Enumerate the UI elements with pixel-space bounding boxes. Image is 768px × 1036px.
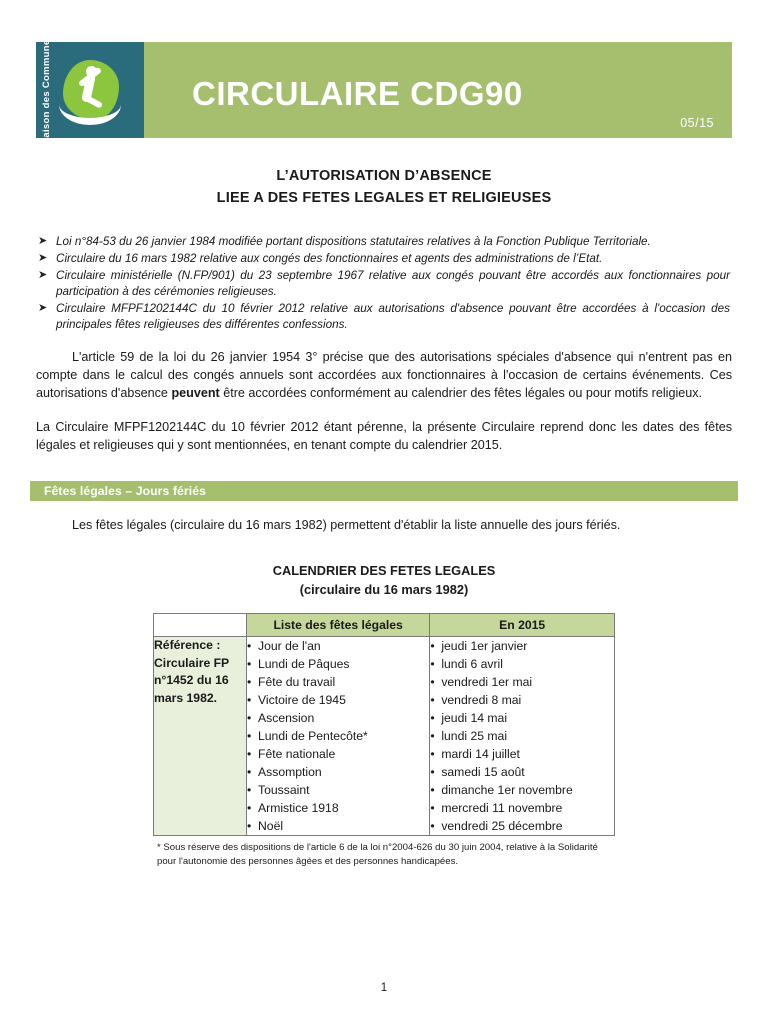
list-item: • vendredi 8 mai — [430, 691, 614, 709]
arrow-bullet-icon: ➤ — [38, 251, 48, 264]
list-item — [38, 268, 730, 300]
list-item: • Armistice 1918 — [247, 799, 429, 817]
list-item: • jeudi 14 mai — [430, 709, 614, 727]
list-item: • Ascension — [247, 709, 429, 727]
table-cell-holidays — [247, 636, 430, 836]
paragraph-emphasis: peuvent — [171, 386, 220, 401]
paragraph-article-59 — [36, 349, 732, 403]
paragraph-part-1: L'article 59 de la loi du 26 janvier 1954 3° précise que des autorisations spéciales d'absence qui n'entrent pas en compte dans le calcul des congés annuels sont accordées aux fonctionnaires à l'occasion de certains événements. Ces autorisations d'absence — [36, 350, 732, 401]
holiday-date-list — [430, 637, 614, 836]
list-item: • Lundi de Pâques — [247, 655, 429, 673]
paragraph-section-intro: Les fêtes légales (circulaire du 16 mars 1982) permettent d'établir la liste annuelle des jours fériés. — [72, 517, 621, 532]
list-item: • Noël — [247, 817, 429, 835]
list-item: • lundi 6 avril — [430, 655, 614, 673]
list-item: • Assomption — [247, 763, 429, 781]
holiday-name-list — [247, 637, 429, 836]
page-number: 1 — [380, 982, 388, 994]
header-title-block — [144, 42, 732, 138]
paragraph-part-2: être accordées conformément au calendrier des fêtes légales ou pour motifs religieux. — [219, 386, 703, 401]
list-item: • Lundi de Pentecôte* — [247, 727, 429, 745]
logo-block — [36, 34, 144, 146]
section-heading-fetes-legales: Fêtes légales – Jours fériés — [30, 481, 738, 501]
list-item: • lundi 25 mai — [430, 727, 614, 745]
reference-text: Circulaire du 16 mars 1982 relative aux congés des fonctionnaires et agents des administrations de l’Etat. — [56, 251, 603, 265]
list-item: • dimanche 1er novembre — [430, 781, 614, 799]
document-header — [36, 34, 732, 146]
reference-text: Circulaire ministérielle (N.FP/901) du 23 septembre 1967 relative aux congés pouvant être accordés aux fonctionnaires pour participation à des cérémonies religieuses. — [56, 268, 730, 298]
list-item: • Fête du travail — [247, 673, 429, 691]
table-header-blank — [154, 613, 247, 636]
issue-number: 05/15 — [680, 116, 714, 130]
table-header-row — [154, 613, 615, 636]
list-item: • Jour de l'an — [247, 637, 429, 655]
reference-text: Circulaire MFPF1202144C du 10 février 2012 relative aux autorisations d'absence pouvant être accordées à l'occasion des principales fêtes religieuses des différentes confessions. — [56, 302, 730, 332]
table-caption-line-1: CALENDRIER DES FETES LEGALES — [272, 562, 496, 578]
calendar-table-wrapper — [0, 613, 768, 837]
table-cell-dates — [430, 636, 615, 836]
list-item: • Fête nationale — [247, 745, 429, 763]
table-caption — [0, 561, 768, 599]
table-cell-reference: Référence : Circulaire FP n°1452 du 16 mars 1982. — [154, 636, 247, 836]
document-title-line-2: LIEE A DES FETES LEGALES ET RELIGIEUSES — [216, 189, 552, 206]
document-title-line-1: L’AUTORISATION D’ABSENCE — [276, 168, 492, 184]
list-item: • samedi 15 août — [430, 763, 614, 781]
list-item: • Toussaint — [247, 781, 429, 799]
maison-des-communes-logo-icon — [55, 54, 127, 126]
table-header-holidays: Liste des fêtes légales — [247, 613, 430, 636]
list-item — [38, 251, 730, 267]
legal-references-list — [38, 234, 730, 334]
list-item: • mardi 14 juillet — [430, 745, 614, 763]
calendar-table — [153, 613, 615, 837]
arrow-bullet-icon: ➤ — [38, 268, 48, 281]
logo-vertical-label: Maison des Communes — [41, 34, 52, 146]
list-item: • vendredi 25 décembre — [430, 817, 614, 835]
list-item: • Victoire de 1945 — [247, 691, 429, 709]
reference-text: Loi n°84-53 du 26 janvier 1984 modifiée portant dispositions statutaires relatives à la Fonction Publique Territoriale. — [56, 234, 651, 248]
table-header-dates: En 2015 — [430, 613, 615, 636]
arrow-bullet-icon: ➤ — [38, 302, 48, 315]
arrow-bullet-icon: ➤ — [38, 234, 48, 247]
page-title: CIRCULAIRE CDG90 — [192, 74, 523, 112]
list-item: • mercredi 11 novembre — [430, 799, 614, 817]
paragraph-circulaire-2012: La Circulaire MFPF1202144C du 10 février 2012 étant pérenne, la présente Circulaire reprend donc les dates des fêtes légales et religieuses qui y sont mentionnées, en tenant compte du calendrier 2015. — [36, 419, 732, 452]
table-footnote-wrapper — [0, 841, 768, 869]
list-item — [38, 301, 730, 333]
document-title — [36, 166, 732, 210]
list-item: • jeudi 1er janvier — [430, 637, 614, 655]
list-item — [38, 234, 730, 250]
table-row — [154, 636, 615, 836]
table-footnote: * Sous réserve des dispositions de l'article 6 de la loi n°2004-626 du 30 juin 2004, relative à la Solidarité pour l'autonomie des personnes âgées et des personnes handicapées. — [157, 842, 598, 868]
list-item: • vendredi 1er mai — [430, 673, 614, 691]
table-caption-line-2: (circulaire du 16 mars 1982) — [299, 581, 469, 597]
